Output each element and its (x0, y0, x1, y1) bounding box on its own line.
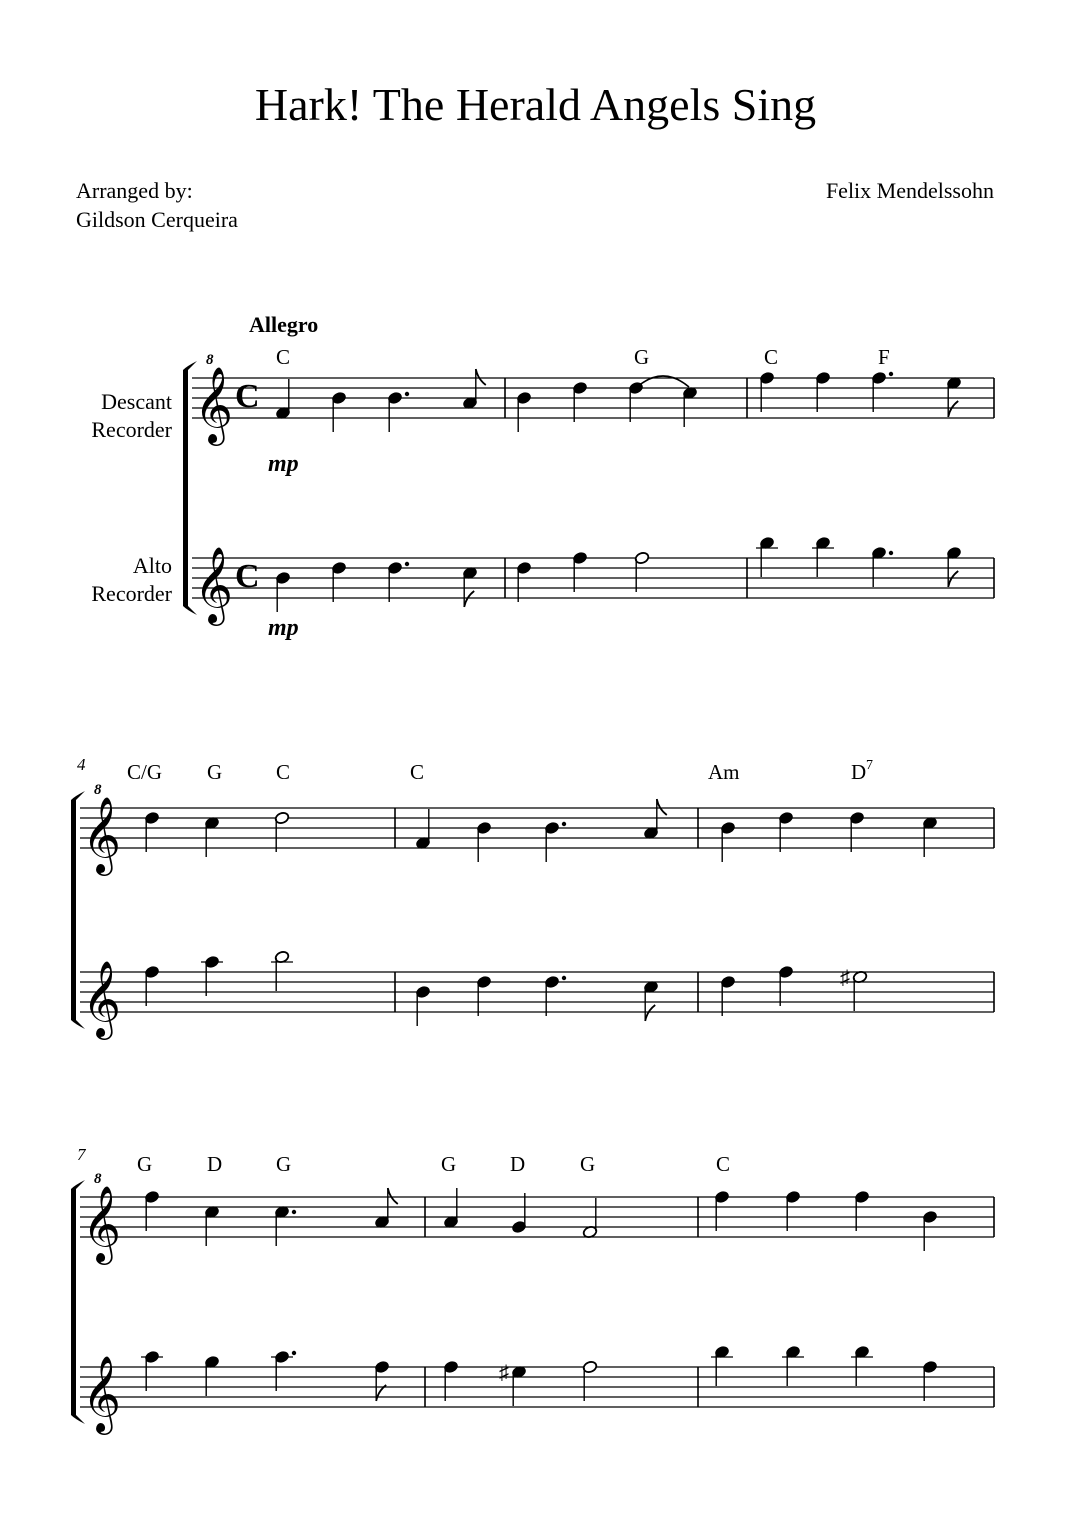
time-signature: C (235, 378, 260, 415)
measure-number: 4 (77, 755, 86, 774)
dot (889, 551, 893, 555)
chord-symbol: G (634, 345, 650, 369)
eighth-flag (476, 369, 486, 385)
clef-octave-mark: 8 (94, 1171, 102, 1187)
chord-symbol: D (207, 1152, 223, 1176)
dynamic-marking: mp (268, 615, 299, 641)
chord-symbol: Am (708, 760, 740, 784)
clef-octave-mark: 8 (94, 782, 102, 798)
chord-symbol: G (137, 1152, 153, 1176)
tempo-marking: Allegro (249, 312, 319, 337)
time-signature: C (235, 558, 260, 595)
eighth-flag (948, 571, 958, 587)
treble-clef-icon: 𝄞 (194, 546, 234, 623)
dot (292, 1351, 296, 1355)
chord-symbol: C (276, 760, 291, 784)
descant-label-line1: Descant (101, 389, 172, 414)
eighth-flag (645, 1005, 655, 1021)
treble-clef-icon: 𝄞 (82, 1185, 122, 1262)
chord-symbol: C (716, 1152, 731, 1176)
system-bracket (183, 370, 188, 606)
system-bracket (71, 1189, 76, 1415)
chord-symbol: F (878, 345, 890, 369)
chord-symbol: C (410, 760, 425, 784)
chord-symbol: C/G (127, 760, 163, 784)
dot (405, 392, 409, 396)
eighth-flag (657, 799, 667, 815)
sharp-sign: ♯ (499, 1362, 509, 1384)
dynamic-marking: mp (268, 451, 299, 477)
system-bracket (71, 800, 76, 1020)
dot (405, 562, 409, 566)
sharp-sign: ♯ (840, 967, 850, 989)
page-title: Hark! The Herald Angels Sing (254, 79, 817, 130)
chord-superscript: 7 (866, 758, 873, 773)
chord-symbol: G (207, 760, 223, 784)
treble-clef-icon: 𝄞 (82, 1355, 122, 1432)
composer-name: Felix Mendelssohn (825, 178, 994, 203)
dot (562, 976, 566, 980)
treble-clef-icon: 𝄞 (82, 960, 122, 1037)
eighth-flag (388, 1188, 398, 1204)
chord-symbol: G (580, 1152, 596, 1176)
measure-number: 7 (77, 1145, 86, 1164)
chord-symbol: G (276, 1152, 292, 1176)
alto-label-line1: Alto (132, 553, 172, 578)
alto-label-line2: Recorder (91, 581, 172, 606)
chord-symbol: D (851, 760, 867, 784)
clef-octave-mark: 8 (206, 352, 214, 368)
descant-label-line2: Recorder (91, 417, 172, 442)
treble-clef-icon: 𝄞 (82, 796, 122, 873)
arranger-label: Arranged by: (76, 178, 193, 203)
eighth-flag (948, 401, 958, 417)
chord-symbol: C (276, 345, 291, 369)
arranger-name: Gildson Cerqueira (76, 207, 238, 232)
chord-symbol: D (510, 1152, 526, 1176)
eighth-flag (464, 591, 474, 607)
dot (562, 822, 566, 826)
treble-clef-icon: 𝄞 (194, 366, 234, 443)
chord-symbol: C (764, 345, 779, 369)
dot (889, 372, 893, 376)
chord-symbol: G (441, 1152, 457, 1176)
dot (292, 1210, 296, 1214)
